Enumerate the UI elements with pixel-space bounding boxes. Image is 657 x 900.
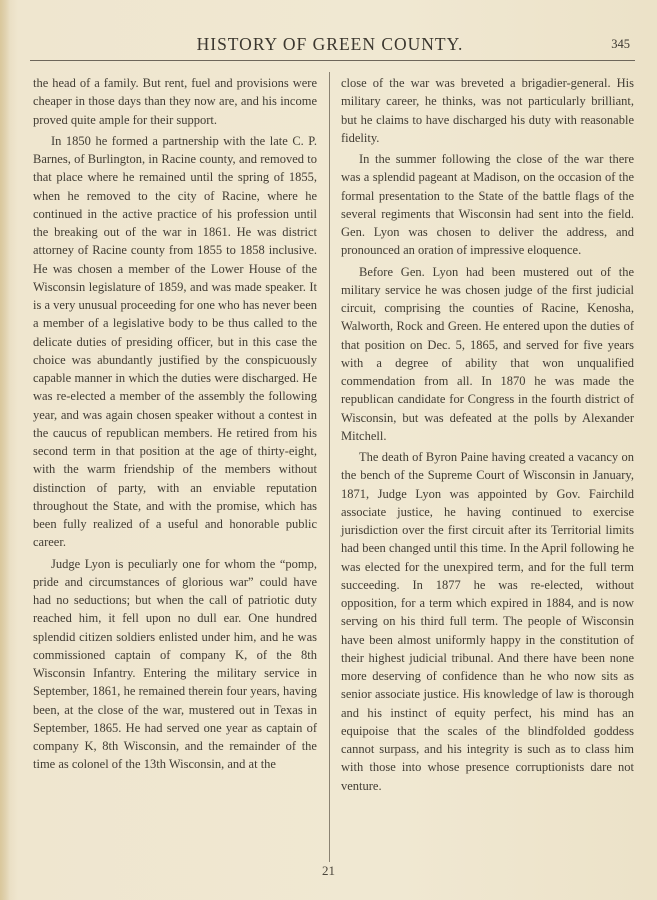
paragraph: In the summer following the close of the war there was a splendid pageant at Madison, on the occasion of the formal presentation to the State of the battle flags of the several regiments that Wisconsin had sent into the field. Gen. Lyon was chosen to deliver the address, and pronounced an oration of impressive eloquence. <box>341 152 634 258</box>
page-number: 345 <box>611 37 630 51</box>
left-column <box>33 74 317 774</box>
right-column <box>341 74 634 795</box>
paragraph: The death of Byron Paine having created a vacancy on the bench of the Supreme Court of Wisconsin in January, 1871, Judge Lyon was appointed by Gov. Fairchild associate justice, he having continued to exercise jurisdiction over the first circuit after its Territorial limits had been changed until this time. In the April following he was elected for the unexpired term, and for the full term succeeding. In 1877 he was re-elected, without opposition, for a term which expired in 1884, and is now serving on his third full term. The people of Wisconsin have been almost uniformly happy in the constitution of their highest judicial tribunal. And there have been none more deserving of confidence than he who now sits as senior associate justice. His knowledge of law is thorough and his instinct of equity perfect, his mind has an equipoise that the scales of the blindfolded goddess cannot surpass, and his integrity is such as to class him with those into whose presence corruptionists dare not venture. <box>341 450 634 793</box>
paragraph: Before Gen. Lyon had been mustered out of the military service he was chosen judge of the first judicial circuit, comprising the counties of Racine, Kenosha, Walworth, Rock and Green. He entered upon the duties of that position on Dec. 5, 1865, and served for five years with a degree of ability that won unqualified commendation from all. In 1870 he was made the republican candidate for Congress in the fourth district of Wisconsin, but was defeated at the polls by Alexander Mitchell. <box>341 264 634 443</box>
paragraph: the head of a family. But rent, fuel and provisions were cheaper in those days than they now are, and his income proved quite ample for their support. <box>33 76 317 127</box>
page-header <box>30 34 630 56</box>
page-binding-shadow <box>0 0 10 900</box>
signature-mark: 21 <box>322 863 335 878</box>
paragraph: Judge Lyon is peculiarly one for whom the “pomp, pride and circumstances of glorious war” could have had no seductions; but when the call of patriotic duty reached him, it fell upon no dull ear. One hundred splendid citizen soldiers enlisted under him, and he was commissioned captain of company K, of the 8th Wisconsin Infantry. Entering the military service in September, 1861, he remained therein four years, having been, at the close of the war, mustered out in Texas in September, 1865. He had served one year as captain of company K, 8th Wisconsin, and the remainder of the time as colonel of the 13th Wisconsin, and at the <box>33 556 317 772</box>
paragraph: close of the war was breveted a brigadier-general. His military career, he thinks, was not particularly brilliant, but he claims to have discharged his duty with reasonable fidelity. <box>341 76 634 145</box>
header-rule <box>30 60 635 61</box>
paragraph: In 1850 he formed a partnership with the late C. P. Barnes, of Burlington, in Racine county, and removed to that place where he remained until the spring of 1855, when he removed to the city of Racine, where he continued in the active practice of his profession until the breaking out of the war in 1861. He was district attorney of Racine county from 1855 to 1858 inclusive. He was chosen a member of the Lower House of the Wisconsin legislature of 1859, and was made speaker. It is a very unusual proceeding for one who has never been a member of a legislative body to be thus called to the delicate duties of presiding officer, but in this case the choice was abundantly justified by the conspicuously capable manner in which the duties were discharged. He was re-elected a member of the assembly the following year, and was again chosen speaker without a contest in the caucus of republican members. He retired from his second term in that position at the age of thirty-eight, with the warm friendship of the members without distinction of party, with an enviable reputation throughout the State, and with the promise, which has been fully realized of a useful and honorable public career. <box>33 133 317 550</box>
column-divider <box>329 72 330 862</box>
running-title: HISTORY OF GREEN COUNTY. <box>196 34 464 54</box>
